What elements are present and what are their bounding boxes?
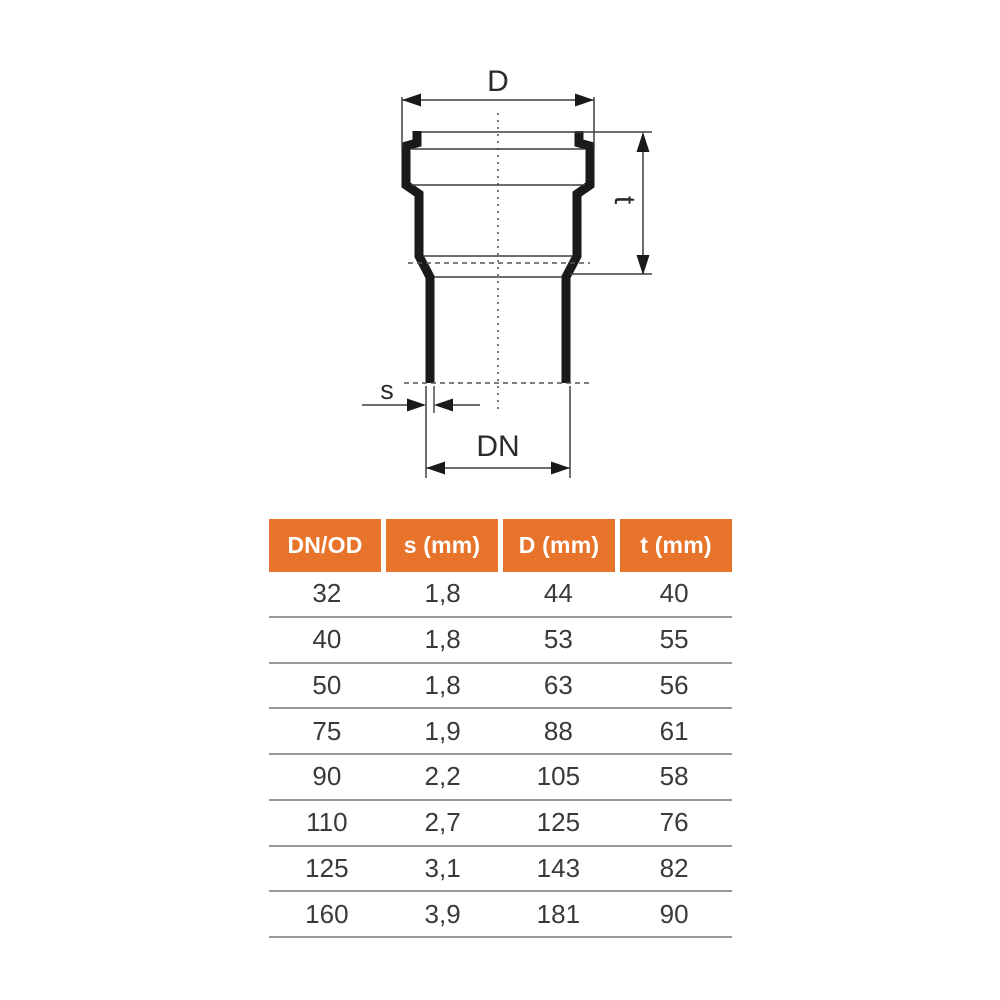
dim-t-arrow-top <box>637 132 650 152</box>
dim-s-arrow-right <box>434 399 453 412</box>
table-cell: 2,2 <box>424 761 461 792</box>
table-row <box>269 572 732 618</box>
table-header-dnod: DN/OD <box>269 519 381 572</box>
table-row <box>269 892 732 938</box>
table-cell: 1,8 <box>424 669 461 700</box>
dim-s-label: s <box>380 375 394 405</box>
table-row <box>269 709 732 755</box>
table-cell: 181 <box>536 898 581 929</box>
table-cell: 2,7 <box>424 807 461 838</box>
table-cell: 90 <box>312 761 342 792</box>
table-cell: 143 <box>536 852 581 883</box>
table-row <box>269 664 732 710</box>
table-cell: 125 <box>305 852 349 883</box>
dim-dn-label: DN <box>476 430 520 463</box>
table-cell: 53 <box>543 624 573 655</box>
table-cell: 50 <box>312 669 342 700</box>
profile-left <box>406 131 430 383</box>
table-cell: 40 <box>312 624 342 655</box>
table-cell: 90 <box>659 898 689 929</box>
table-cell: 61 <box>659 715 689 746</box>
profile-right <box>566 131 590 383</box>
table-cell: 40 <box>659 578 689 609</box>
table-cell: 58 <box>659 761 689 792</box>
table-cell: 1,8 <box>424 578 461 609</box>
table-cell: 1,9 <box>424 715 461 746</box>
table-cell: 125 <box>536 807 581 838</box>
dim-t-arrow-bottom <box>637 255 650 275</box>
table-cell: 3,9 <box>424 898 461 929</box>
dim-s-arrow-left <box>407 399 426 412</box>
table-cell: 76 <box>659 807 689 838</box>
table-cell: 3,1 <box>424 852 461 883</box>
table-row <box>269 847 732 893</box>
dim-d-label: D <box>487 65 509 98</box>
table-cell: 105 <box>536 761 581 792</box>
table-cell: 88 <box>543 715 573 746</box>
table-cell: 44 <box>543 578 573 609</box>
dim-t-label: t <box>608 195 641 205</box>
table-row <box>269 618 732 664</box>
table-header-s: s (mm) <box>386 519 498 572</box>
table-body <box>269 572 732 938</box>
dim-d-arrow-right <box>575 94 594 107</box>
table-cell: 82 <box>659 852 689 883</box>
table-cell: 110 <box>306 807 348 838</box>
table-header-d: D (mm) <box>503 519 615 572</box>
dim-d-arrow-left <box>402 94 421 107</box>
table-header-row <box>269 519 732 572</box>
table-cell: 1,8 <box>424 624 461 655</box>
dimension-spec-table <box>269 519 732 938</box>
table-cell: 160 <box>305 898 349 929</box>
table-cell: 55 <box>659 624 689 655</box>
dim-dn-arrow-left <box>426 462 445 475</box>
table-row <box>269 801 732 847</box>
table-row <box>269 755 732 801</box>
dim-dn-arrow-right <box>551 462 570 475</box>
table-cell: 75 <box>312 715 342 746</box>
table-header-t: t (mm) <box>620 519 732 572</box>
table-cell: 63 <box>543 669 573 700</box>
table-cell: 56 <box>659 669 689 700</box>
table-cell: 32 <box>312 578 342 609</box>
